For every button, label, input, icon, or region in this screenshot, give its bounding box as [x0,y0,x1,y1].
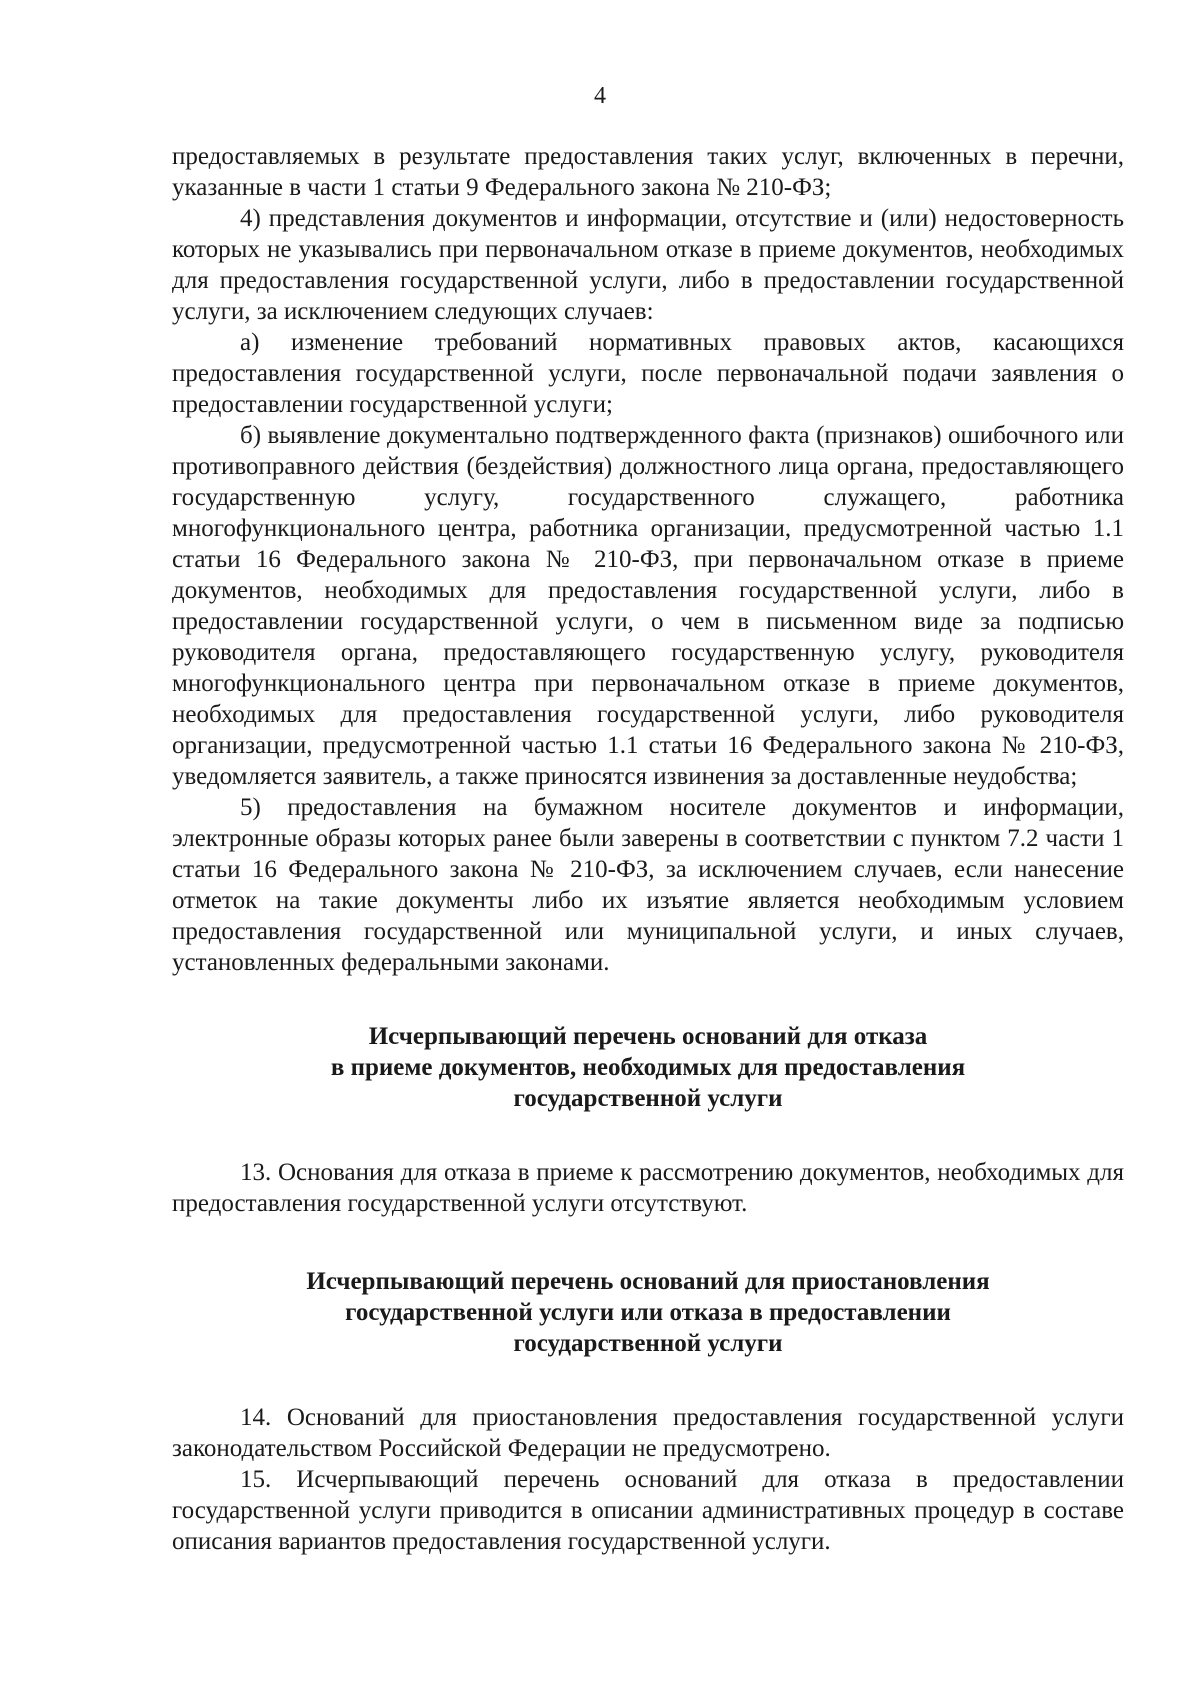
heading-line: государственной услуги [513,1085,783,1112]
heading-line: в приеме документов, необходимых для предоставления [330,1054,966,1081]
paragraph-13: 13. Основания для отказа в приеме к рассмотрению документов, необходимых для предоставления государственной услуги отсутствуют. [172,1159,1124,1217]
section-heading-refusal-acceptance [172,1021,1124,1114]
paragraph-item-5: 5) предоставления на бумажном носителе документов и информации, электронные образы которых ранее были заверены в соответствии с пунктом 7.2 части 1 статьи 16 Федерального закона № 210-ФЗ, за исключением случаев, если нанесение отметок на такие документы либо их изъятие является необходимым условием предоставления государственной или муниципальной услуги, и иных случаев, установленных федеральными законами. [172,794,1124,976]
heading-line: государственной услуги или отказа в предоставлении [345,1299,951,1326]
paragraph-item-4: 4) представления документов и информации, отсутствие и (или) недостоверность которых не указывались при первоначальном отказе в приеме документов, необходимых для предоставления государственной услуги, либо в предоставлении государственной услуги, за исключением следующих случаев: [172,205,1124,325]
paragraph-continuation: предоставляемых в результате предоставления таких услуг, включенных в перечни, указанные в части 1 статьи 9 Федерального закона № 210-ФЗ; [172,143,1124,201]
paragraph-15: 15. Исчерпывающий перечень оснований для отказа в предоставлении государственной услуги приводится в описании административных процедур в составе описания вариантов предоставления государственной услуги. [172,1466,1124,1555]
document-body [172,141,1124,1557]
paragraph-subitem-b: б) выявление документально подтвержденного факта (признаков) ошибочного или противоправного действия (бездействия) должностного лица органа, предоставляющего государственную услугу, государственного служащего, работника многофункционального центра, работника организации, предусмотренной частью 1.1 статьи 16 Федерального закона № 210-ФЗ, при первоначальном отказе в приеме документов, необходимых для предоставления государственной услуги, либо в предоставлении государственной услуги, о чем в письменном виде за подписью руководителя органа, предоставляющего государственную услугу, руководителя многофункционального центра при первоначальном отказе в приеме документов, необходимых для предоставления государственной услуги, либо руководителя организации, предусмотренной частью 1.1 статьи 16 Федерального закона № 210-ФЗ, уведомляется заявитель, а также приносятся извинения за доставленные неудобства; [172,422,1124,790]
section-heading-suspension-refusal [172,1266,1124,1359]
page-number: 4 [594,83,606,109]
heading-line: государственной услуги [513,1330,783,1357]
heading-line: Исчерпывающий перечень оснований для отказа [368,1023,928,1050]
heading-line: Исчерпывающий перечень оснований для приостановления [306,1268,990,1295]
paragraph-subitem-a: а) изменение требований нормативных правовых актов, касающихся предоставления государственной услуги, после первоначальной подачи заявления о предоставлении государственной услуги; [172,329,1124,418]
paragraph-14: 14. Оснований для приостановления предоставления государственной услуги законодательством Российской Федерации не предусмотрено. [172,1404,1124,1462]
